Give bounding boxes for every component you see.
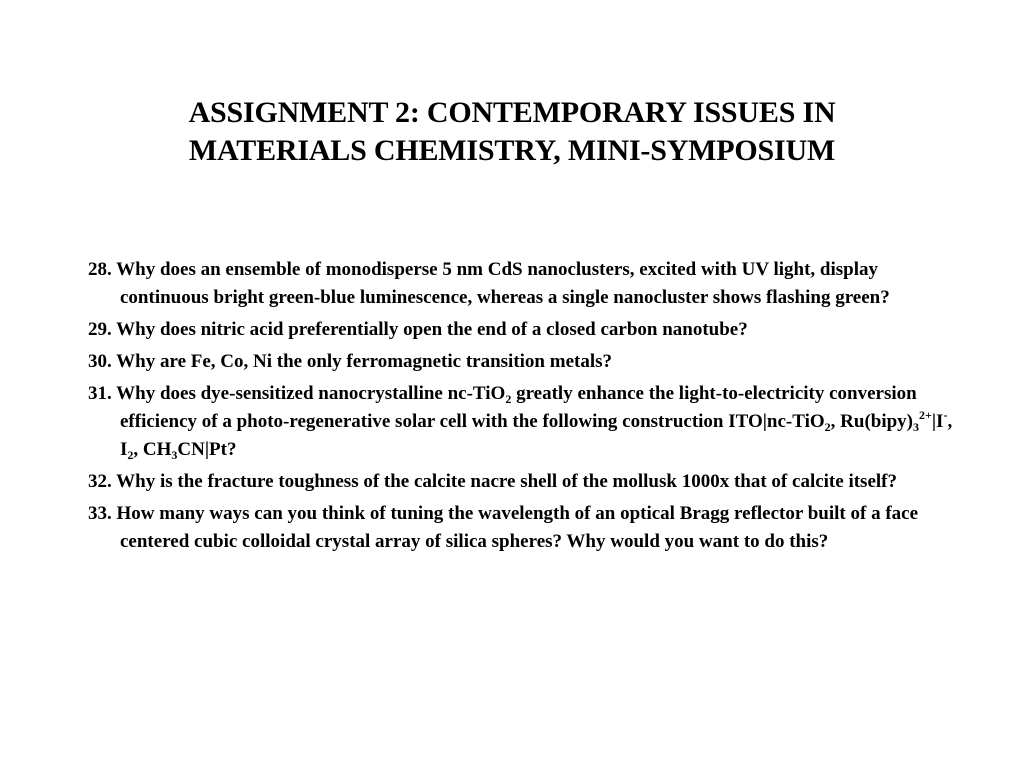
question-33: 33. How many ways can you think of tuning the wavelength of an optical Bragg reflector built of a face centered cubic colloidal crystal array of silica spheres? Why would you want to do this? (88, 503, 919, 552)
question-31-part-f: , CH (133, 439, 172, 460)
question-31-part-c: , Ru(bipy) (830, 411, 914, 432)
question-31-part-a: 31. Why does dye-sensitized nanocrystalline nc-TiO (88, 383, 506, 404)
question-31 (88, 380, 958, 464)
slide-title (60, 94, 964, 170)
question-list (88, 256, 958, 560)
question-31-part-e: , I (120, 411, 953, 460)
question-31-part-b: greatly enhance the light-to-electricity conversion efficiency of a photo-regenerative solar cell with the following construction ITO|nc-TiO (120, 383, 917, 432)
subscript: 2 (505, 392, 512, 406)
question-32: 32. Why is the fracture toughness of the calcite nacre shell of the mollusk 1000x that of calcite itself? (88, 471, 897, 492)
superscript: - (943, 408, 948, 422)
superscript: 2+ (919, 408, 932, 422)
subscript: 3 (913, 420, 920, 434)
subscript: 3 (171, 448, 178, 462)
question-31-part-g: CN|Pt? (177, 439, 237, 460)
title-line-1: ASSIGNMENT 2: CONTEMPORARY ISSUES IN (188, 96, 836, 129)
question-28: 28. Why does an ensemble of monodisperse 5 nm CdS nanoclusters, excited with UV light, display continuous bright green-blue luminescence, whereas a single nanocluster shows flashing green? (88, 259, 890, 308)
question-30: 30. Why are Fe, Co, Ni the only ferromagnetic transition metals? (88, 351, 613, 372)
title-line-2: MATERIALS CHEMISTRY, MINI-SYMPOSIUM (188, 134, 836, 167)
subscript: 2 (127, 448, 134, 462)
question-31-part-d: |I (931, 411, 944, 432)
question-29: 29. Why does nitric acid preferentially open the end of a closed carbon nanotube? (88, 319, 748, 340)
subscript: 2 (824, 420, 831, 434)
